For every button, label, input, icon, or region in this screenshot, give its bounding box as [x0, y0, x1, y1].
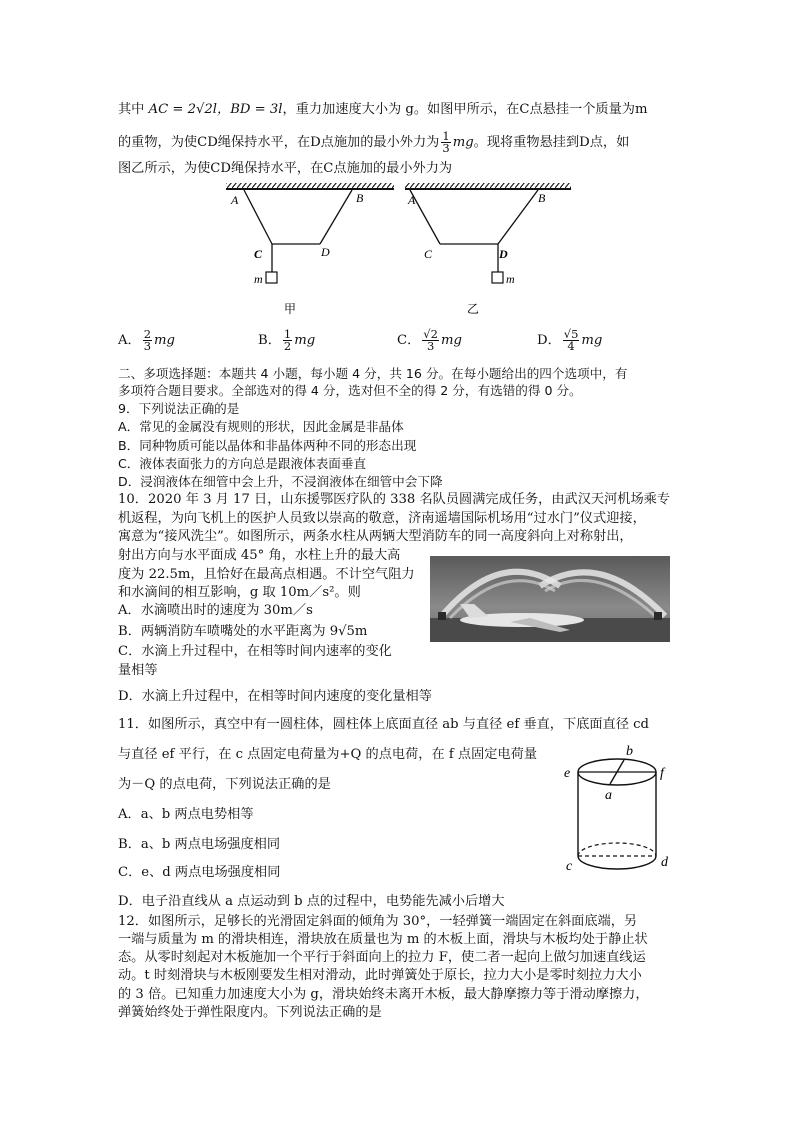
q10-line5: 度为 22.5m，且恰好在最高点相遇。不计空气阻力: [118, 567, 415, 582]
rope-ac: [244, 190, 272, 244]
q10-option-a: A．水滴喷出时的速度为 30m／s: [118, 603, 313, 618]
q12-line3: 态。从零时刻起对木板施加一个平行于斜面向上的拉力 F，使二者一起向上做匀加速直线运: [118, 950, 646, 965]
q11-option-b: B．a、b 两点电场强度相同: [118, 837, 281, 852]
q9-stem: 9．下列说法正确的是: [118, 401, 240, 416]
label-d: D: [321, 245, 330, 259]
q12-line2: 一端与质量为 m 的滑块相连，滑块放在质量也为 m 的木板上面，滑块与木板均处于静止状: [118, 932, 648, 947]
label-c: c: [566, 859, 573, 874]
q11-line3: 为－Q 的点电荷，下列说法正确的是: [118, 777, 331, 792]
label-m: m: [506, 272, 515, 286]
bottom-front-arc: [578, 856, 656, 869]
q8-intro-line2: 的重物，为使CD绳保持水平，在D点施加的最小外力为 $\frac{1}{3}$ mg。现将重物悬挂到D点，如: [118, 129, 630, 155]
q12-line4: 动。t 时刻滑块与木板刚要发生相对滑动，此时弹簧处于原长，拉力大小是零时刻拉力大小: [118, 968, 642, 983]
label-d: D: [499, 247, 508, 261]
figure-caption: 甲: [284, 302, 297, 316]
label-d: d: [661, 855, 668, 870]
q12-line5: 的 3 倍。已知重力加速度大小为 g，滑块始终未离开木板，最大静摩擦力等于滑动摩擦力，: [118, 987, 649, 1002]
label-f: f: [660, 766, 664, 781]
bottom-back-arc: [578, 843, 656, 856]
label-b: B: [538, 191, 546, 205]
q10-option-d: D．水滴上升过程中，在相等时间内速度的变化量相等: [118, 689, 432, 704]
q9-option-c: C．液体表面张力的方向总是跟液体表面垂直: [118, 456, 367, 471]
q10-option-b: B．两辆消防车喷嘴处的水平距离为 9√5m: [118, 624, 368, 639]
q8-option-d: D． $\frac{√5}{4}$ mg: [537, 327, 603, 353]
q11-option-c: C．e、d 两点电场强度相同: [118, 865, 281, 880]
q8-option-a: A． $\frac{2}{3}$ mg: [118, 327, 175, 353]
label-e: e: [564, 766, 571, 781]
q12-line1: 12．如图所示，足够长的光滑固定斜面的倾角为 30°，一轻弹簧一端固定在斜面底端，另: [118, 914, 638, 929]
q11-option-d: D．电子沿直线从 a 点运动到 b 点的过程中，电势能先减小后增大: [118, 894, 505, 909]
q8-intro-line1: 其中 AC = 2√2l，BD = 3l，重力加速度大小为 g。如图甲所示，在C点悬挂一个质量为m: [118, 102, 648, 117]
q10-option-c-line1: C．水滴上升过程中，在相等时间内速率的变化: [118, 644, 392, 659]
cylinder-diagram: [560, 740, 680, 880]
label-c: C: [424, 247, 433, 261]
label-c: C: [254, 247, 263, 261]
q8-option-c: C． $\frac{√2}{3}$ mg: [397, 327, 462, 353]
q10-line3: 寓意为“接风洗尘”。如图所示，两条水柱从两辆大型消防车的同一高度斜向上对称射出，: [118, 529, 633, 544]
figure-yi-diagram: [400, 182, 580, 317]
label-a: A: [231, 193, 239, 207]
q8-option-b: B． $\frac{1}{2}$ mg: [258, 327, 316, 353]
rope-bd: [498, 190, 538, 244]
label-a: A: [408, 193, 416, 207]
q9-option-a: A．常见的金属没有规则的形状，因此金属是非晶体: [118, 419, 404, 434]
figure-caption: 乙: [467, 302, 480, 316]
weight-box: [492, 272, 503, 283]
q10-line2: 机返程，为向飞机上的医护人员致以崇高的敬意，济南遥墙国际机场用“过水门”仪式迎接，: [118, 511, 646, 526]
q11-line1: 11．如图所示，真空中有一圆柱体，圆柱体上底面直径 ab 与直径 ef 垂直，下底面直径 cd: [118, 717, 649, 732]
q10-option-c-line2: 量相等: [118, 663, 158, 678]
water-salute-photo: [430, 556, 670, 642]
rope-bd: [320, 190, 352, 244]
label-b: b: [626, 744, 633, 759]
q11-option-a: A．a、b 两点电势相等: [118, 807, 254, 822]
section-2-header-line2: 多项符合题目要求。全部选对的得 4 分，选对但不全的得 2 分，有选错的得 0 分。: [118, 383, 582, 398]
q12-line6: 弹簧始终处于弹性限度内。下列说法正确的是: [118, 1005, 382, 1020]
figure-jia-diagram: [222, 182, 398, 317]
q9-option-b: B．同种物质可能以晶体和非晶体两种不同的形态出现: [118, 438, 417, 453]
label-a: a: [605, 788, 612, 803]
section-2-header-line1: 二、多项选择题：本题共 4 小题，每小题 4 分，共 16 分。在每小题给出的四个选项中，有: [118, 366, 628, 381]
q10-line4: 射出方向与水平面成 45° 角，水柱上升的最大高: [118, 548, 401, 563]
q9-option-d: D．浸润液体在细管中会上升，不浸润液体在细管中会下降: [118, 474, 443, 489]
q8-intro-line3: 图乙所示，为使CD绳保持水平，在C点施加的最小外力为: [118, 161, 453, 176]
q10-line1: 10．2020 年 3 月 17 日，山东援鄂医疗队的 338 名队员圆满完成任务，由武汉天河机场乘专: [118, 492, 671, 507]
label-b: B: [356, 191, 364, 205]
q10-line6: 和水滴间的相互影响，g 取 10m／s²。则: [118, 585, 361, 600]
fraction-one-third: $\frac{1}{3}$: [442, 129, 450, 155]
label-m: m: [254, 272, 263, 286]
q11-line2: 与直径 ef 平行，在 c 点固定电荷量为+Q 的点电荷，在 f 点固定电荷量: [118, 747, 538, 762]
weight-box: [266, 272, 277, 283]
